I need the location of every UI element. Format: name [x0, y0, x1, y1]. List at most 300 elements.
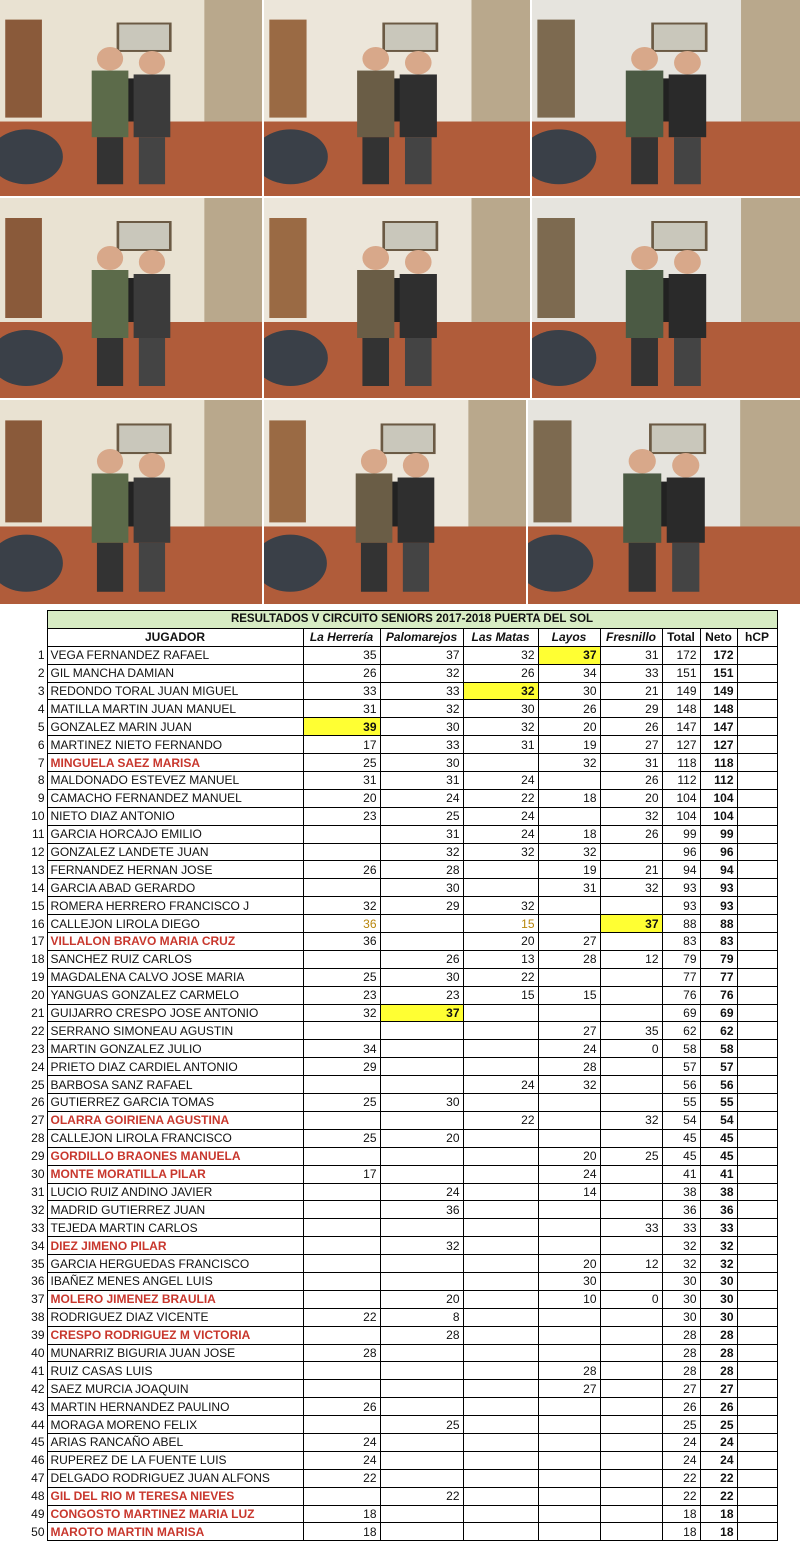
- score-cell: [538, 1326, 600, 1344]
- table-row: [0, 1398, 777, 1416]
- score-cell: [463, 861, 538, 879]
- table-row: [0, 1201, 777, 1219]
- score-cell: 31: [463, 736, 538, 754]
- table-row: [0, 825, 777, 843]
- score-cell: [380, 1058, 463, 1076]
- neto-cell: 96: [700, 843, 737, 861]
- score-cell: [538, 1505, 600, 1523]
- photo-award-3: [532, 0, 800, 196]
- score-cell: 37: [380, 646, 463, 664]
- score-cell: 28: [538, 950, 600, 968]
- player-name: MORAGA MORENO FELIX: [47, 1416, 303, 1434]
- row-number: 18: [31, 952, 45, 967]
- score-cell: [303, 1147, 380, 1165]
- neto-cell: 24: [700, 1451, 737, 1469]
- score-cell: [600, 1398, 662, 1416]
- score-cell: 20: [600, 789, 662, 807]
- score-cell: 29: [380, 897, 463, 915]
- score-cell: 24: [538, 1165, 600, 1183]
- neto-cell: 24: [700, 1433, 737, 1451]
- total-cell: 28: [662, 1344, 700, 1362]
- score-cell: [303, 1380, 380, 1398]
- score-cell: 30: [380, 1094, 463, 1112]
- score-cell: [463, 1165, 538, 1183]
- player-name: FERNANDEZ HERNAN JOSE: [47, 861, 303, 879]
- table-row: [0, 1326, 777, 1344]
- score-cell: [463, 1433, 538, 1451]
- player-name: SANCHEZ RUIZ CARLOS: [47, 950, 303, 968]
- total-cell: 18: [662, 1523, 700, 1541]
- hcp-cell: [737, 1380, 777, 1398]
- score-cell: [538, 1201, 600, 1219]
- header-course-1: La Herrería: [303, 628, 380, 646]
- score-cell: [303, 1111, 380, 1129]
- photo-award-8: [264, 400, 526, 604]
- total-cell: 25: [662, 1416, 700, 1434]
- table-row: [0, 1416, 777, 1434]
- row-number: 4: [37, 701, 45, 716]
- row-number: 12: [31, 845, 45, 860]
- total-cell: 32: [662, 1255, 700, 1273]
- total-cell: 24: [662, 1433, 700, 1451]
- score-cell: [600, 1505, 662, 1523]
- table-row: [0, 1022, 777, 1040]
- score-cell: 32: [380, 700, 463, 718]
- neto-cell: 45: [700, 1129, 737, 1147]
- hcp-cell: [737, 1272, 777, 1290]
- player-name: MARTIN GONZALEZ JULIO: [47, 1040, 303, 1058]
- total-cell: 22: [662, 1487, 700, 1505]
- total-cell: 55: [662, 1094, 700, 1112]
- score-cell: 26: [463, 664, 538, 682]
- score-cell: [538, 897, 600, 915]
- score-cell: 20: [303, 789, 380, 807]
- hcp-cell: [737, 861, 777, 879]
- row-number: 7: [37, 755, 45, 770]
- player-name: NIETO DIAZ ANTONIO: [47, 807, 303, 825]
- row-number: 41: [31, 1363, 45, 1378]
- player-name: MATILLA MARTIN JUAN MANUEL: [47, 700, 303, 718]
- table-row: [0, 1451, 777, 1469]
- hcp-cell: [737, 1326, 777, 1344]
- total-cell: 83: [662, 933, 700, 951]
- row-number: 20: [31, 988, 45, 1003]
- neto-cell: 18: [700, 1523, 737, 1541]
- score-cell: [380, 915, 463, 933]
- hcp-cell: [737, 1201, 777, 1219]
- score-cell: [463, 879, 538, 897]
- hcp-cell: [737, 968, 777, 986]
- score-cell: 32: [538, 754, 600, 772]
- score-cell: 20: [538, 1255, 600, 1273]
- score-cell: [600, 1380, 662, 1398]
- row-number: 32: [31, 1202, 45, 1217]
- table-row: [0, 1505, 777, 1523]
- score-cell: [538, 1094, 600, 1112]
- neto-cell: 32: [700, 1255, 737, 1273]
- score-cell: [463, 1183, 538, 1201]
- score-cell: [303, 1237, 380, 1255]
- player-name: MADRID GUTIERREZ JUAN: [47, 1201, 303, 1219]
- neto-cell: 69: [700, 1004, 737, 1022]
- player-name: IBAÑEZ MENES ANGEL LUIS: [47, 1272, 303, 1290]
- player-name: BARBOSA SANZ RAFAEL: [47, 1076, 303, 1094]
- total-cell: 36: [662, 1201, 700, 1219]
- score-cell: [303, 1201, 380, 1219]
- score-cell: [538, 1433, 600, 1451]
- row-number: 39: [31, 1328, 45, 1343]
- total-cell: 24: [662, 1451, 700, 1469]
- row-number: 3: [37, 684, 45, 698]
- neto-cell: 127: [700, 736, 737, 754]
- row-number: 13: [31, 862, 45, 877]
- score-cell: [380, 1344, 463, 1362]
- total-cell: 77: [662, 968, 700, 986]
- score-cell: 27: [600, 736, 662, 754]
- photo-award-9: [528, 400, 800, 604]
- hcp-cell: [737, 1129, 777, 1147]
- table-row: [0, 772, 777, 790]
- table-row: [0, 915, 777, 933]
- score-cell: 34: [303, 1040, 380, 1058]
- score-cell: [600, 843, 662, 861]
- hcp-cell: [737, 1469, 777, 1487]
- score-cell: 32: [303, 897, 380, 915]
- header-neto: Neto: [700, 628, 737, 646]
- score-cell: [463, 1523, 538, 1541]
- hcp-cell: [737, 1076, 777, 1094]
- score-cell: [463, 1058, 538, 1076]
- score-cell: [303, 1076, 380, 1094]
- score-cell: [380, 1451, 463, 1469]
- player-name: CALLEJON LIROLA DIEGO: [47, 915, 303, 933]
- row-number: 45: [31, 1435, 45, 1450]
- score-cell: 15: [463, 915, 538, 933]
- neto-cell: 104: [700, 789, 737, 807]
- score-cell: [463, 1147, 538, 1165]
- total-cell: 18: [662, 1505, 700, 1523]
- table-row: [0, 1308, 777, 1326]
- player-name: DIEZ JIMENO PILAR: [47, 1237, 303, 1255]
- row-number: 38: [31, 1310, 45, 1325]
- hcp-cell: [737, 1165, 777, 1183]
- player-name: VILLALON BRAVO MARIA CRUZ: [47, 933, 303, 951]
- score-cell: 31: [600, 754, 662, 772]
- score-cell: [380, 1076, 463, 1094]
- score-cell: [600, 1416, 662, 1434]
- score-cell: [380, 1165, 463, 1183]
- score-cell: [538, 1111, 600, 1129]
- total-cell: 96: [662, 843, 700, 861]
- table-row: [0, 700, 777, 718]
- player-name: MOLERO JIMENEZ BRAULIA: [47, 1290, 303, 1308]
- score-cell: 10: [538, 1290, 600, 1308]
- score-cell: 26: [303, 664, 380, 682]
- player-name: SERRANO SIMONEAU AGUSTIN: [47, 1022, 303, 1040]
- hcp-cell: [737, 1094, 777, 1112]
- score-cell: [600, 968, 662, 986]
- score-cell: 25: [380, 807, 463, 825]
- row-number: 15: [31, 898, 45, 913]
- score-cell: [600, 1523, 662, 1541]
- score-cell: [538, 1487, 600, 1505]
- score-cell: 31: [303, 700, 380, 718]
- score-cell: [600, 1344, 662, 1362]
- score-cell: 28: [538, 1362, 600, 1380]
- score-cell: [600, 986, 662, 1004]
- player-name: RUPEREZ DE LA FUENTE LUIS: [47, 1451, 303, 1469]
- score-cell: [380, 1147, 463, 1165]
- score-cell: 37: [380, 1004, 463, 1022]
- score-cell: [463, 1362, 538, 1380]
- row-number: 33: [31, 1220, 45, 1235]
- player-name: GUTIERREZ GARCIA TOMAS: [47, 1094, 303, 1112]
- table-row: [0, 1290, 777, 1308]
- header-row: [0, 628, 777, 646]
- photo-award-6: [532, 198, 800, 398]
- score-cell: [380, 1255, 463, 1273]
- score-cell: [303, 1416, 380, 1434]
- hcp-cell: [737, 843, 777, 861]
- score-cell: 28: [538, 1058, 600, 1076]
- player-name: CRESPO RODRIGUEZ M VICTORIA: [47, 1326, 303, 1344]
- score-cell: 32: [303, 1004, 380, 1022]
- total-cell: 147: [662, 718, 700, 736]
- score-cell: 12: [600, 1255, 662, 1273]
- photo-award-4: [0, 198, 262, 398]
- score-cell: 28: [380, 1326, 463, 1344]
- score-cell: 21: [600, 682, 662, 700]
- row-number: 37: [31, 1292, 45, 1307]
- score-cell: 32: [463, 718, 538, 736]
- hcp-cell: [737, 1004, 777, 1022]
- total-cell: 99: [662, 825, 700, 843]
- hcp-cell: [737, 718, 777, 736]
- header-total: Total: [662, 628, 700, 646]
- player-name: GARCIA HERGUEDAS FRANCISCO: [47, 1255, 303, 1273]
- row-number: 50: [31, 1524, 45, 1539]
- hcp-cell: [737, 754, 777, 772]
- header-course-5: Fresnillo: [600, 628, 662, 646]
- score-cell: 33: [380, 736, 463, 754]
- score-cell: 33: [600, 1219, 662, 1237]
- score-cell: [600, 1308, 662, 1326]
- table-row: [0, 897, 777, 915]
- row-number: 9: [37, 791, 45, 806]
- score-cell: 32: [463, 646, 538, 664]
- table-row: [0, 789, 777, 807]
- score-cell: [303, 1272, 380, 1290]
- score-cell: [463, 1487, 538, 1505]
- score-cell: 15: [538, 986, 600, 1004]
- total-cell: 26: [662, 1398, 700, 1416]
- score-cell: 26: [600, 772, 662, 790]
- score-cell: 24: [303, 1433, 380, 1451]
- score-cell: 33: [380, 682, 463, 700]
- score-cell: 13: [463, 950, 538, 968]
- score-cell: [303, 825, 380, 843]
- score-cell: [538, 1219, 600, 1237]
- total-cell: 149: [662, 682, 700, 700]
- score-cell: [303, 950, 380, 968]
- score-cell: 18: [303, 1523, 380, 1541]
- score-cell: 18: [538, 825, 600, 843]
- row-number: 14: [31, 880, 45, 895]
- total-cell: 41: [662, 1165, 700, 1183]
- total-cell: 58: [662, 1040, 700, 1058]
- score-cell: [380, 1469, 463, 1487]
- hcp-cell: [737, 1308, 777, 1326]
- table-row: [0, 754, 777, 772]
- score-cell: [463, 1004, 538, 1022]
- neto-cell: 26: [700, 1398, 737, 1416]
- score-cell: [303, 843, 380, 861]
- score-cell: 37: [538, 646, 600, 664]
- score-cell: 26: [538, 700, 600, 718]
- neto-cell: 151: [700, 664, 737, 682]
- photo-award-5: [264, 198, 530, 398]
- total-cell: 28: [662, 1362, 700, 1380]
- table-row: [0, 843, 777, 861]
- hcp-cell: [737, 1111, 777, 1129]
- score-cell: [600, 1272, 662, 1290]
- player-name: GIL MANCHA DAMIAN: [47, 664, 303, 682]
- row-number: 44: [31, 1417, 45, 1432]
- score-cell: 35: [303, 646, 380, 664]
- hcp-cell: [737, 1237, 777, 1255]
- header-jugador: JUGADOR: [47, 628, 303, 646]
- score-cell: 24: [538, 1040, 600, 1058]
- neto-cell: 55: [700, 1094, 737, 1112]
- score-cell: [600, 1433, 662, 1451]
- score-cell: 26: [303, 861, 380, 879]
- score-cell: 14: [538, 1183, 600, 1201]
- score-cell: [463, 1040, 538, 1058]
- neto-cell: 93: [700, 897, 737, 915]
- row-number: 36: [31, 1274, 45, 1289]
- row-number: 29: [31, 1149, 45, 1164]
- score-cell: [463, 1237, 538, 1255]
- row-number: 48: [31, 1489, 45, 1504]
- hcp-cell: [737, 897, 777, 915]
- player-name: CAMACHO FERNANDEZ MANUEL: [47, 789, 303, 807]
- score-cell: [463, 1308, 538, 1326]
- score-cell: 27: [538, 1022, 600, 1040]
- total-cell: 69: [662, 1004, 700, 1022]
- score-cell: [463, 1505, 538, 1523]
- score-cell: [303, 1290, 380, 1308]
- player-name: DELGADO RODRIGUEZ JUAN ALFONS: [47, 1469, 303, 1487]
- player-name: MAROTO MARTIN MARISA: [47, 1523, 303, 1541]
- player-name: CALLEJON LIROLA FRANCISCO: [47, 1129, 303, 1147]
- neto-cell: 104: [700, 807, 737, 825]
- player-name: SAEZ MURCIA JOAQUIN: [47, 1380, 303, 1398]
- table-row: [0, 1004, 777, 1022]
- hcp-cell: [737, 789, 777, 807]
- score-cell: 19: [538, 861, 600, 879]
- table-row: [0, 1076, 777, 1094]
- score-cell: [538, 1004, 600, 1022]
- score-cell: 17: [303, 736, 380, 754]
- row-number: 11: [32, 827, 45, 842]
- score-cell: 24: [303, 1451, 380, 1469]
- hcp-cell: [737, 1344, 777, 1362]
- table-row: [0, 1111, 777, 1129]
- score-cell: 30: [538, 1272, 600, 1290]
- score-cell: 32: [463, 897, 538, 915]
- score-cell: 39: [303, 718, 380, 736]
- total-cell: 57: [662, 1058, 700, 1076]
- total-cell: 118: [662, 754, 700, 772]
- player-name: MUNARRIZ BIGURIA JUAN JOSE: [47, 1344, 303, 1362]
- score-cell: 32: [538, 1076, 600, 1094]
- score-cell: [538, 1398, 600, 1416]
- score-cell: [600, 1469, 662, 1487]
- score-cell: 18: [538, 789, 600, 807]
- total-cell: 127: [662, 736, 700, 754]
- score-cell: [380, 1219, 463, 1237]
- row-number: 26: [31, 1095, 45, 1110]
- score-cell: 32: [600, 1111, 662, 1129]
- table-row: [0, 682, 777, 700]
- player-name: MARTIN HERNANDEZ PAULINO: [47, 1398, 303, 1416]
- total-cell: 88: [662, 915, 700, 933]
- table-row: [0, 1094, 777, 1112]
- score-cell: 31: [380, 772, 463, 790]
- score-cell: 34: [538, 664, 600, 682]
- score-cell: [538, 807, 600, 825]
- score-cell: 32: [538, 843, 600, 861]
- total-cell: 45: [662, 1129, 700, 1147]
- score-cell: 23: [303, 986, 380, 1004]
- score-cell: [538, 1344, 600, 1362]
- score-cell: [538, 968, 600, 986]
- score-cell: 31: [600, 646, 662, 664]
- score-cell: 15: [463, 986, 538, 1004]
- hcp-cell: [737, 1147, 777, 1165]
- hcp-cell: [737, 772, 777, 790]
- table-row: [0, 664, 777, 682]
- row-number: 10: [31, 809, 45, 824]
- row-number: 34: [31, 1238, 45, 1253]
- total-cell: 93: [662, 879, 700, 897]
- hcp-cell: [737, 1451, 777, 1469]
- row-number: 31: [31, 1184, 45, 1199]
- score-cell: [463, 1129, 538, 1147]
- score-cell: [600, 1201, 662, 1219]
- results-table: [0, 610, 778, 1541]
- score-cell: [380, 1362, 463, 1380]
- score-cell: [538, 772, 600, 790]
- row-number: 43: [31, 1399, 45, 1414]
- neto-cell: 83: [700, 933, 737, 951]
- player-name: ARIAS RANCAÑO ABEL: [47, 1433, 303, 1451]
- score-cell: [463, 1201, 538, 1219]
- hcp-cell: [737, 1040, 777, 1058]
- score-cell: 24: [463, 807, 538, 825]
- score-cell: [463, 1094, 538, 1112]
- table-row: [0, 1523, 777, 1541]
- row-number: 1: [37, 648, 45, 663]
- score-cell: 25: [303, 968, 380, 986]
- neto-cell: 58: [700, 1040, 737, 1058]
- score-cell: 26: [303, 1398, 380, 1416]
- player-name: OLARRA GOIRIENA AGUSTINA: [47, 1111, 303, 1129]
- score-cell: [303, 1362, 380, 1380]
- player-name: MONTE MORATILLA PILAR: [47, 1165, 303, 1183]
- player-name: VEGA FERNANDEZ RAFAEL: [47, 646, 303, 664]
- score-cell: 31: [380, 825, 463, 843]
